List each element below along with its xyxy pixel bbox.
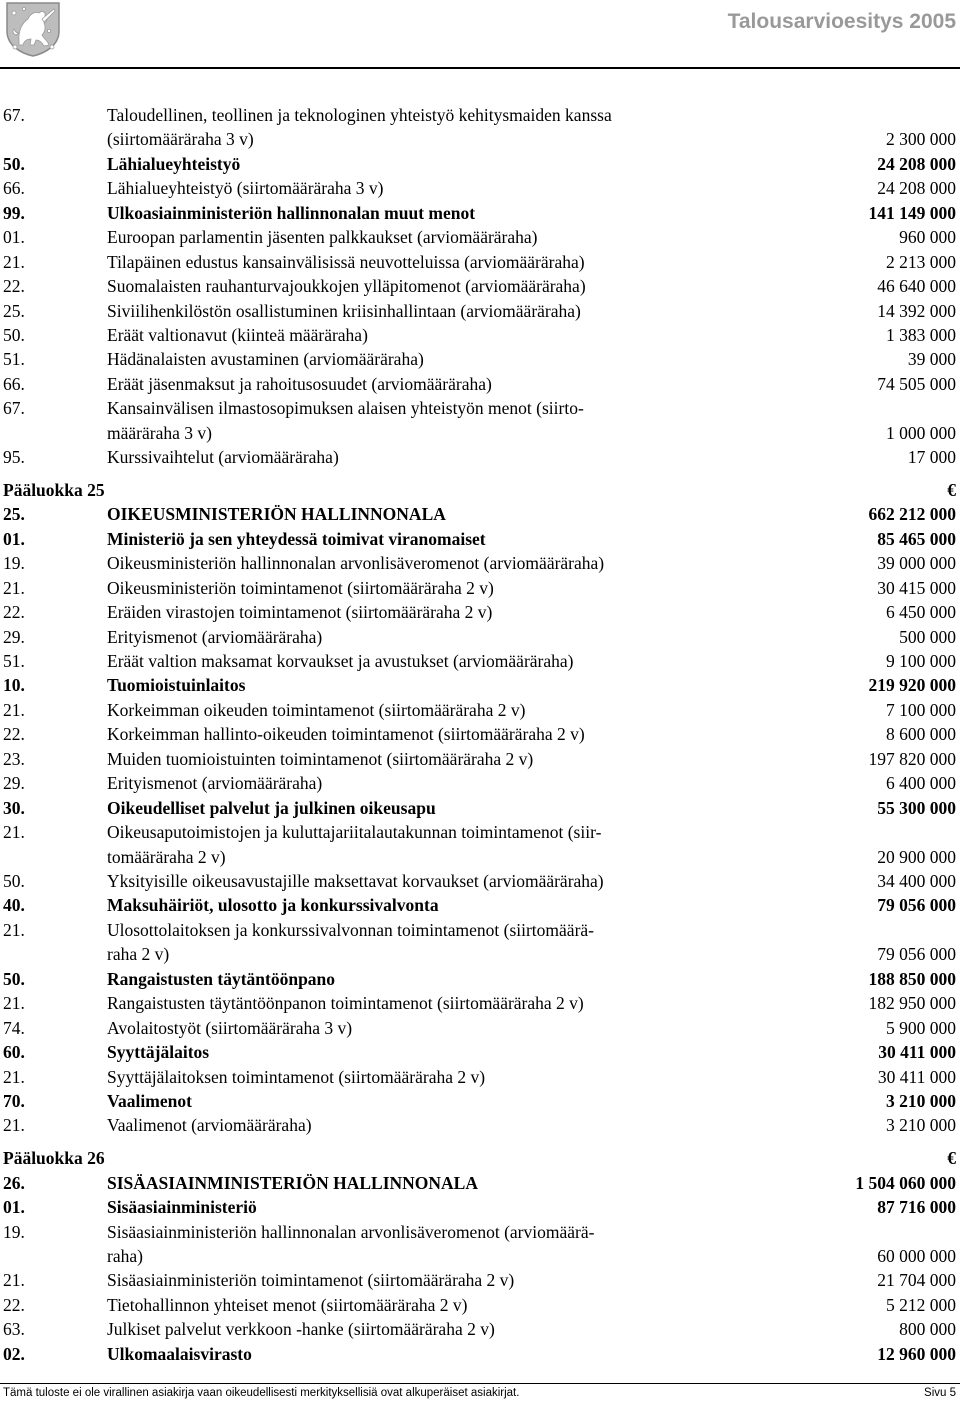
finnish-lion-coat-of-arms-icon [4,1,62,57]
item-description: Taloudellinen, teollinen ja teknologinen yhteistyö kehitysmaiden kanssa [107,105,612,125]
item-amount: 55 300 000 [877,797,956,818]
budget-item-row [3,274,956,298]
budget-item-row [3,771,956,795]
item-description: Tietohallinnon yhteiset menot (siirtomääräraha 2 v) [107,1294,468,1315]
budget-heading-row [3,1342,956,1366]
item-description: Yksityisille oikeusavustajille maksettavat korvaukset (arviomääräraha) [107,871,604,891]
budget-item-row [3,698,956,722]
item-amount: 1 000 000 [886,422,956,443]
item-amount: 2 213 000 [886,251,956,272]
item-description: Maksuhäiriöt, ulosotto ja konkurssivalvonta [107,895,439,916]
item-number: 67. [3,105,25,125]
document-title: Talousarvioesitys 2005 [727,10,956,33]
item-amount: 79 056 000 [877,895,956,916]
item-description: Erityismenot (arviomääräraha) [107,626,323,647]
budget-item-row [3,649,956,673]
item-amount: 7 100 000 [886,699,956,720]
item-description: Vaalimenot (arviomääräraha) [107,1115,312,1136]
item-amount: 5 900 000 [886,1017,956,1038]
item-amount: 24 208 000 [877,153,956,174]
item-number: 02. [3,1343,25,1364]
item-amount: 34 400 000 [877,870,956,891]
item-amount: 500 000 [899,626,956,647]
item-amount: 30 411 000 [878,1042,956,1063]
item-number: 21. [3,699,25,720]
item-number: 21. [3,577,25,598]
item-amount: 20 900 000 [877,846,956,867]
item-amount: 1 383 000 [886,324,956,345]
budget-item-row [3,372,956,396]
budget-item-row [3,1268,956,1292]
item-description: Eräät valtionavut (kiinteä määräraha) [107,324,368,345]
item-number: 95. [3,447,25,468]
item-number: 40. [3,895,25,916]
budget-item-row [3,747,956,771]
item-amount: 24 208 000 [877,178,956,199]
budget-item-row [3,1113,956,1137]
item-description: Sisäasiainministeriön hallinnonalan arvonlisäveromenot (arviomäärä- [107,1221,595,1242]
section-gap [3,470,956,478]
item-number: 30. [3,797,25,818]
item-amount: 141 149 000 [868,202,956,223]
item-description: Lähialueyhteistyö (siirtomääräraha 3 v) [107,178,384,199]
item-number: 50. [3,968,25,989]
item-amount: 30 411 000 [877,1066,956,1087]
item-amount: 39 000 [907,349,956,370]
item-number: 74. [3,1017,25,1038]
item-amount: 21 704 000 [877,1270,956,1291]
item-amount: 662 212 000 [868,504,956,525]
item-description: Eräät jäsenmaksut ja rahoitusosuudet (arviomääräraha) [107,373,492,394]
budget-heading-row [3,502,956,526]
item-description: Lähialueyhteistyö [107,153,241,174]
item-amount: 79 056 000 [877,944,956,965]
item-description: Ulosottolaitoksen ja konkurssivalvonnan toimintamenot (siirtomäärä- [107,919,594,940]
item-description: Rangaistusten täytäntöönpanon toimintamenot (siirtomääräraha 2 v) [107,993,584,1014]
budget-item-row [3,1317,956,1341]
item-amount: 14 392 000 [877,300,956,321]
item-number: 21. [3,1066,25,1087]
budget-item-row [3,445,956,469]
item-description: Sisäasiainministeriön toimintamenot (siirtomääräraha 2 v) [107,1270,515,1291]
budget-item-row [3,1293,956,1317]
currency-symbol: € [947,479,956,500]
item-description: Syyttäjälaitoksen toimintamenot (siirtomääräraha 2 v) [107,1066,486,1087]
item-amount: 39 000 000 [877,553,956,574]
item-description: Euroopan parlamentin jäsenten palkkaukset (arviomääräraha) [107,227,538,248]
item-description: (siirtomääräraha 3 v) [107,129,254,150]
item-number: 50. [3,153,25,174]
item-number: 51. [3,349,25,370]
item-number: 50. [3,324,25,345]
item-number: 99. [3,202,25,223]
main-class-label: Pääluokka 26 [3,1148,105,1169]
item-number: 22. [3,276,25,297]
budget-item-row [3,991,956,1015]
item-amount: 182 950 000 [868,993,956,1014]
item-description: Rangaistusten täytäntöönpano [107,968,336,989]
item-number: 29. [3,626,25,647]
item-description: Tuomioistuinlaitos [107,675,246,696]
item-number: 63. [3,1319,25,1340]
budget-heading-row [3,673,956,697]
budget-heading-row [3,201,956,225]
footer-disclaimer: Tämä tuloste ei ole virallinen asiakirja vaan oikeudellisesti merkityksellisiä ovat alkuperäiset asiakirjat. [3,1387,520,1399]
header-divider [0,67,960,69]
item-description: Vaalimenot [107,1090,192,1111]
item-amount: 17 000 [907,447,956,468]
item-description: SISÄASIAINMINISTERIÖN HALLINNONALA [107,1172,478,1193]
item-amount: 9 100 000 [886,651,956,672]
item-amount: 800 000 [899,1319,956,1340]
item-number: 70. [3,1090,25,1111]
item-amount: 5 212 000 [886,1294,956,1315]
item-description: Erityismenot (arviomääräraha) [107,773,323,794]
item-amount: 74 505 000 [877,373,956,394]
budget-heading-row [3,1171,956,1195]
item-number: 21. [3,1270,25,1291]
budget-item-row [3,299,956,323]
item-description: Suomalaisten rauhanturvajoukkojen ylläpitomenot (arviomääräraha) [107,276,586,297]
item-number: 23. [3,748,25,769]
item-number: 21. [3,919,25,940]
budget-item-row [3,250,956,274]
item-number: 22. [3,724,25,745]
coat-of-arms-logo [4,1,62,57]
section-gap [3,1138,956,1146]
item-description: Korkeimman hallinto-oikeuden toimintamenot (siirtomääräraha 2 v) [107,724,585,745]
item-number: 25. [3,504,25,525]
item-amount: 3 210 000 [886,1090,956,1111]
item-description: tomääräraha 2 v) [107,846,226,867]
footer-divider [0,1383,960,1384]
item-description: Ulkomaalaisvirasto [107,1343,252,1364]
main-class-header [3,478,956,502]
item-description: Siviilihenkilöstön osallistuminen kriisinhallintaan (arviomääräraha) [107,300,581,321]
item-amount: 12 960 000 [877,1343,956,1364]
budget-item-row [3,551,956,575]
budget-heading-row [3,1195,956,1219]
item-number: 21. [3,822,25,843]
item-number: 67. [3,398,25,419]
item-number: 22. [3,1294,25,1315]
item-number: 22. [3,602,25,623]
budget-heading-row [3,796,956,820]
item-description: määräraha 3 v) [107,422,212,443]
budget-item-row [3,225,956,249]
page-number: Sivu 5 [924,1387,956,1399]
item-amount: 85 465 000 [877,528,956,549]
item-number: 19. [3,553,25,574]
item-number: 01. [3,528,25,549]
budget-item-row [3,323,956,347]
item-amount: 2 300 000 [886,129,956,150]
budget-item-row [3,869,956,893]
item-description: OIKEUSMINISTERIÖN HALLINNONALA [107,504,446,525]
item-number: 21. [3,251,25,272]
item-description: Tilapäinen edustus kansainvälisissä neuvotteluissa (arviomääräraha) [107,251,585,272]
budget-item-row [3,176,956,200]
item-description: Eräiden virastojen toimintamenot (siirtomääräraha 2 v) [107,602,493,623]
item-amount: 60 000 000 [877,1245,956,1266]
item-amount: 960 000 [899,227,956,248]
budget-item-row [3,625,956,649]
item-number: 26. [3,1172,25,1193]
budget-heading-row [3,527,956,551]
budget-heading-row [3,152,956,176]
item-number: 25. [3,300,25,321]
item-number: 19. [3,1221,25,1242]
budget-item-row [3,918,956,967]
item-description: Eräät valtion maksamat korvaukset ja avustukset (arviomääräraha) [107,651,574,672]
item-number: 66. [3,178,25,199]
budget-item-row [3,576,956,600]
budget-item-row [3,1220,956,1269]
item-amount: 1 504 060 000 [855,1172,956,1193]
item-description: Oikeusaputoimistojen ja kuluttajariitalautakunnan toimintamenot (siir- [107,822,602,843]
item-description: Syyttäjälaitos [107,1042,210,1063]
item-description: Oikeusministeriön hallinnonalan arvonlisäveromenot (arviomääräraha) [107,553,605,574]
item-description: raha 2 v) [107,944,170,965]
item-amount: 219 920 000 [868,675,956,696]
item-description: Hädänalaisten avustaminen (arviomääräraha) [107,349,424,370]
item-number: 01. [3,227,25,248]
item-description: Kansainvälisen ilmastosopimuksen alaisen yhteistyön menot (siirto- [107,398,584,419]
item-amount: 6 400 000 [886,773,956,794]
budget-item-row [3,1065,956,1089]
budget-item-row [3,722,956,746]
budget-item-row [3,820,956,869]
currency-symbol: € [947,1148,956,1169]
item-amount: 87 716 000 [877,1197,956,1218]
item-number: 10. [3,675,25,696]
budget-item-row [3,1016,956,1040]
budget-heading-row [3,1089,956,1113]
item-number: 50. [3,871,25,891]
item-amount: 6 450 000 [886,602,956,623]
item-number: 66. [3,373,25,394]
footer [3,1387,956,1399]
item-number: 01. [3,1197,25,1218]
budget-table [3,103,956,1366]
main-class-header [3,1146,956,1170]
item-amount: 30 415 000 [877,577,956,598]
item-amount: 197 820 000 [868,748,956,769]
item-description: Kurssivaihtelut (arviomääräraha) [107,447,339,468]
item-description: Korkeimman oikeuden toimintamenot (siirtomääräraha 2 v) [107,699,526,720]
item-number: 21. [3,1115,25,1136]
budget-heading-row [3,1040,956,1064]
item-description: Ulkoasiainministeriön hallinnonalan muut menot [107,202,476,223]
budget-item-row [3,347,956,371]
budget-item-row [3,396,956,445]
item-description: Ministeriö ja sen yhteydessä toimivat viranomaiset [107,528,486,549]
item-number: 51. [3,651,25,672]
item-number: 60. [3,1042,25,1063]
item-description: Avolaitostyöt (siirtomääräraha 3 v) [107,1017,353,1038]
item-description: Oikeudelliset palvelut ja julkinen oikeusapu [107,797,436,818]
item-number: 21. [3,993,25,1014]
item-description: Sisäasiainministeriö [107,1197,257,1218]
item-amount: 8 600 000 [886,724,956,745]
item-description: Julkiset palvelut verkkoon -hanke (siirtomääräraha 2 v) [107,1319,495,1340]
main-class-label: Pääluokka 25 [3,479,105,500]
item-description: raha) [107,1245,143,1266]
budget-item-row [3,600,956,624]
item-amount: 46 640 000 [877,276,956,297]
item-amount: 188 850 000 [868,968,956,989]
item-amount: 3 210 000 [886,1115,956,1136]
budget-heading-row [3,893,956,917]
item-description: Oikeusministeriön toimintamenot (siirtomääräraha 2 v) [107,577,494,598]
item-number: 29. [3,773,25,794]
budget-item-row [3,103,956,152]
item-description: Muiden tuomioistuinten toimintamenot (siirtomääräraha 2 v) [107,748,534,769]
budget-heading-row [3,967,956,991]
